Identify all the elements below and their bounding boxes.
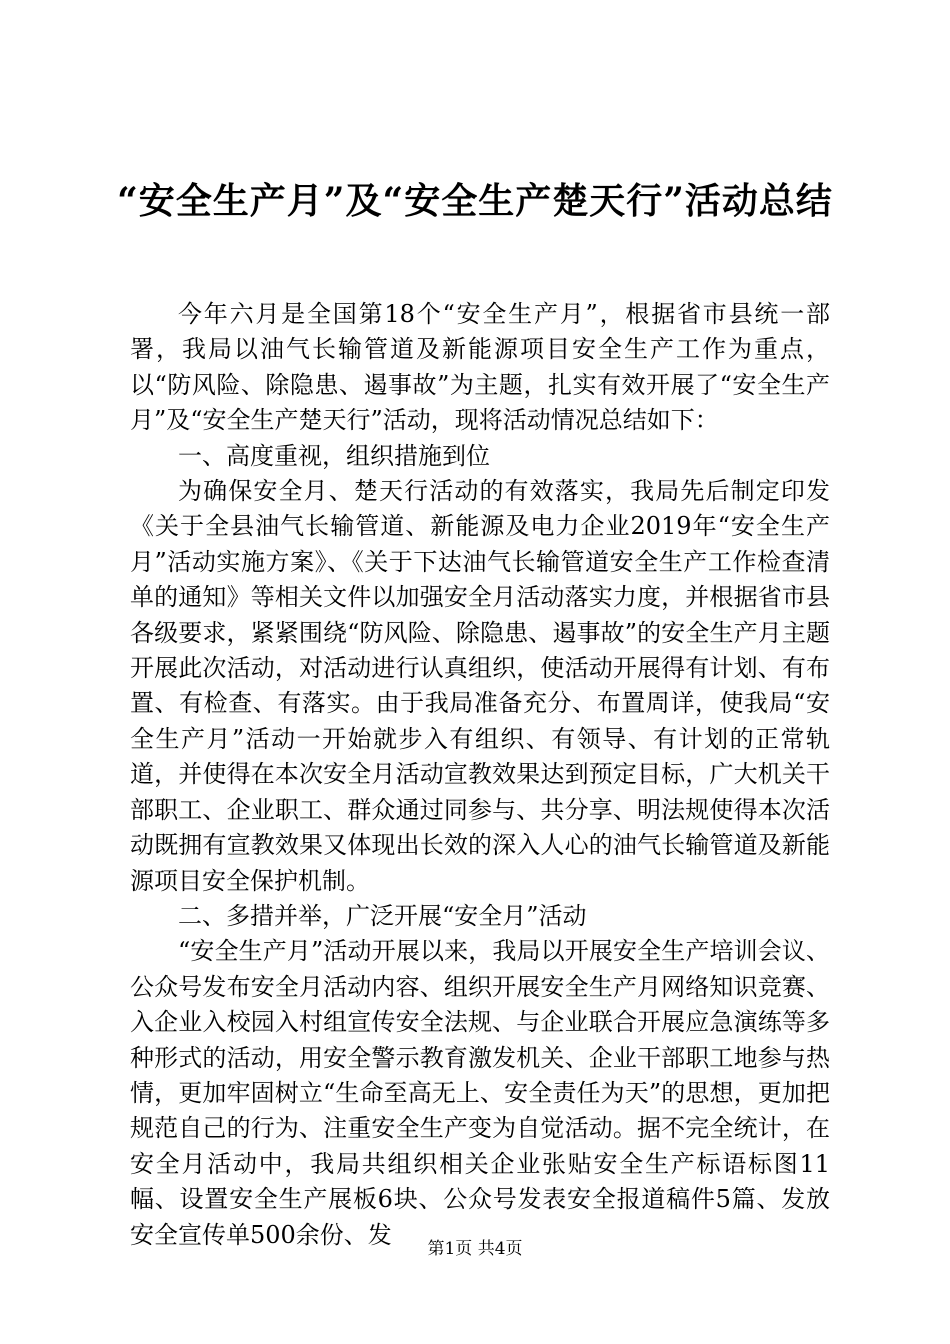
- section-1-paragraph: 为确保安全月、楚天行活动的有效落实，我局先后制定印发《关于全县油气长输管道、新能源及电力企业2019年“安全生产月”活动实施方案》、《关于下达油气长输管道安全生产工作检查清单的通知》等相关文件以加强安全月活动落实力度，并根据省市县各级要求，紧紧围绕“防风险、除隐患、遏事故”的安全生产月主题开展此次活动，对活动进行认真组织，使活动开展得有计划、有布置、有检查、有落实。由于我局准备充分、布置周详，使我局“安全生产月”活动一开始就步入有组织、有领导、有计划的正常轨道，并使得在本次安全月活动宣教效果达到预定目标，广大机关干部职工、企业职工、群众通过同参与、共分享、明法规使得本次活动既拥有宣教效果又体现出长效的深入人心的油气长输管道及新能源项目安全保护机制。: [130, 477, 830, 895]
- page-number-footer: 第1页 共4页: [427, 1239, 523, 1259]
- section-heading-1: 一、高度重视，组织措施到位: [178, 441, 490, 470]
- intro-paragraph: 今年六月是全国第18个“安全生产月”，根据省市县统一部署，我局以油气长输管道及新能源项目安全生产工作为重点，以“防风险、除隐患、遏事故”为主题，扎实有效开展了“安全生产月”及“安全生产楚天行”活动，现将活动情况总结如下：: [130, 300, 830, 435]
- document-body: [130, 297, 830, 1253]
- section-2-paragraph: “安全生产月”活动开展以来，我局以开展安全生产培训会议、公众号发布安全月活动内容、组织开展安全生产月网络知识竞赛、入企业入校园入村组宣传安全法规、与企业联合开展应急演练等多种形式的活动，用安全警示教育激发机关、企业干部职工地参与热情，更加牢固树立“生命至高无上、安全责任为天”的思想，更加把规范自己的行为、注重安全生产变为自觉活动。据不完全统计，在安全月活动中，我局共组织相关企业张贴安全生产标语标图11幅、设置安全生产展板6块、公众号发表安全报道稿件5篇、发放安全宣传单500余份、发: [130, 937, 830, 1249]
- document-title: “安全生产月”及“安全生产楚天行”活动总结: [117, 180, 833, 222]
- section-heading-2: 二、多措并举，广泛开展“安全月”活动: [178, 901, 587, 930]
